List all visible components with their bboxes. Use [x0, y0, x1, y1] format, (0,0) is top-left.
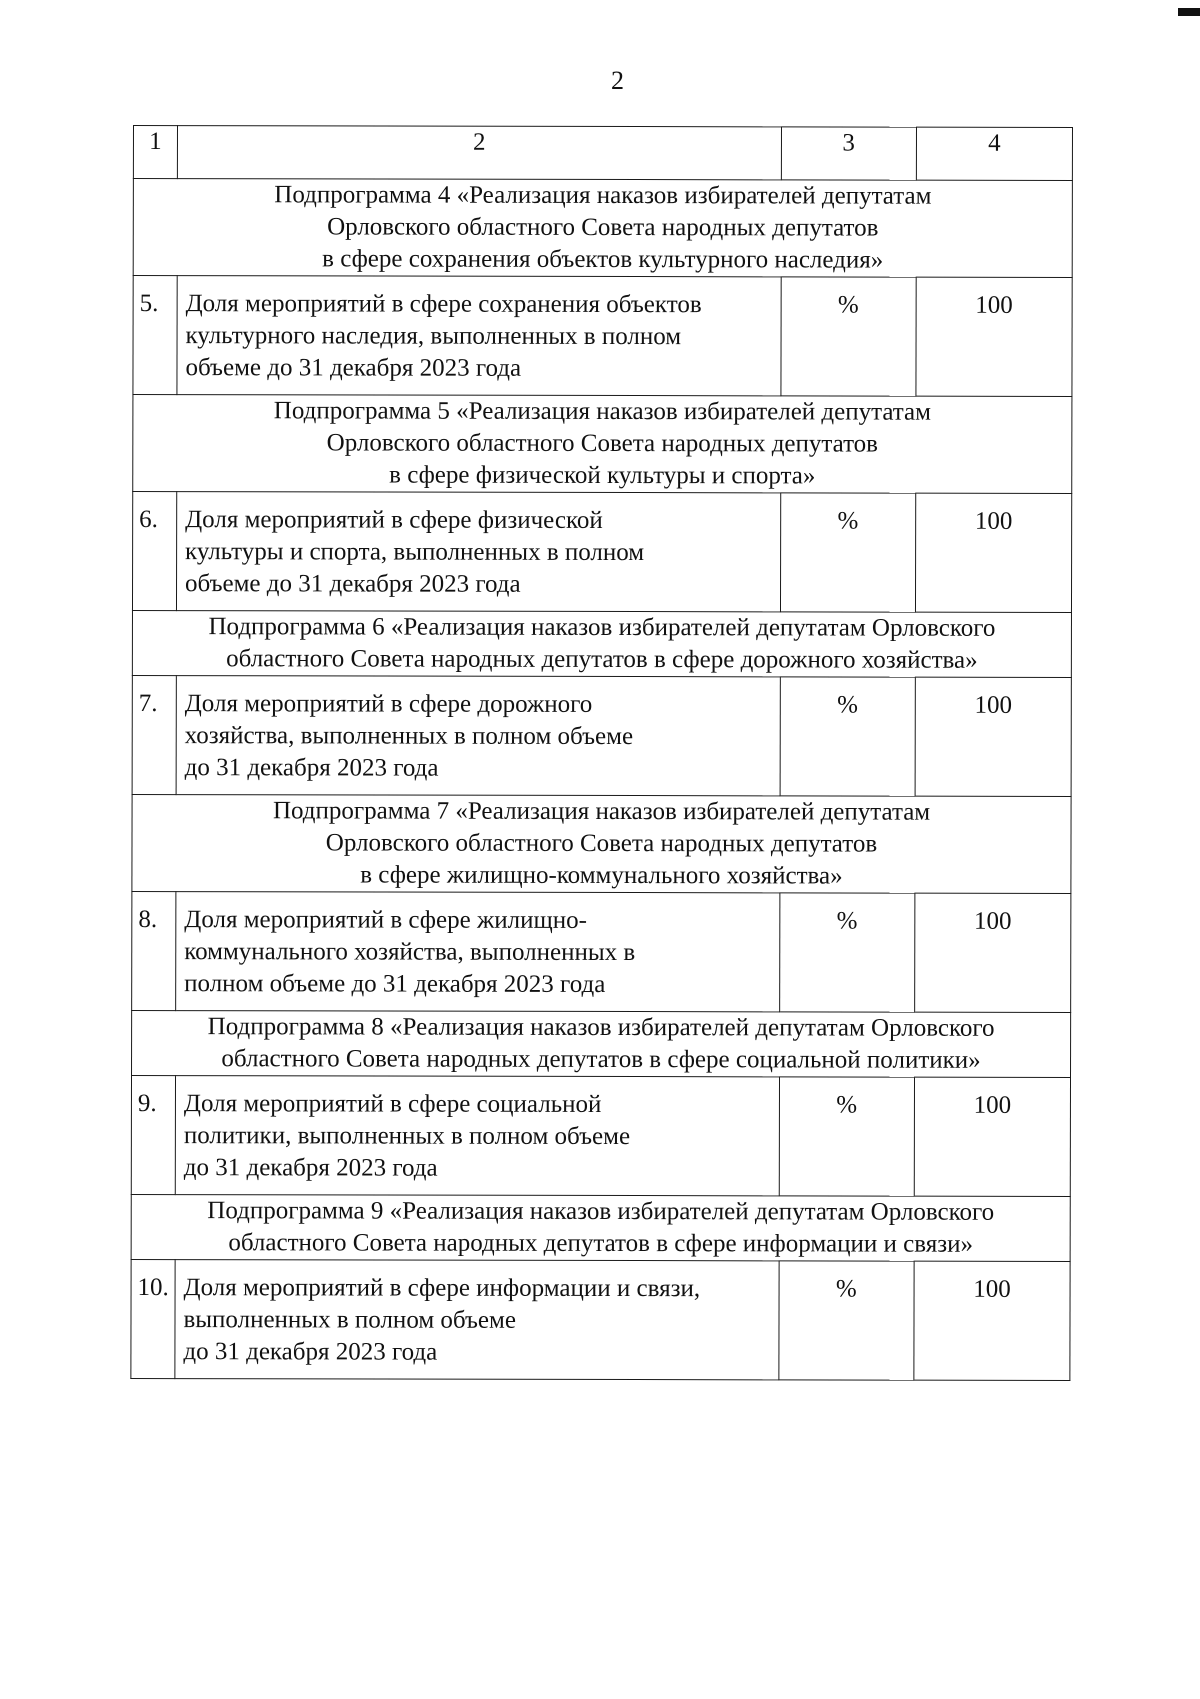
- indicators-table: [130, 125, 1073, 1381]
- subprogram-heading-line: в сфере физической культуры и спорта»: [389, 461, 816, 490]
- row-number: 5.: [133, 276, 177, 395]
- indicator-description: [176, 892, 780, 1012]
- page-number: 2: [611, 66, 624, 95]
- subprogram-heading-line: Подпрограмма 5 «Реализация наказов избирателей депутатам: [273, 397, 932, 426]
- row-number: 8.: [132, 891, 176, 1010]
- subprogram-heading-line: в сфере жилищно-коммунального хозяйства»: [360, 861, 843, 890]
- indicator-description-line: выполненных в полном объеме: [183, 1306, 516, 1334]
- target-value: 100: [915, 677, 1071, 796]
- subprogram-heading-row: [132, 611, 1071, 678]
- indicator-description: [175, 1260, 779, 1380]
- table-row: [131, 1259, 1070, 1380]
- indicator-description-line: культуры и спорта, выполненных в полном: [185, 538, 645, 567]
- unit-of-measure: %: [779, 893, 915, 1012]
- subprogram-heading: [132, 1010, 1071, 1077]
- table-body: [131, 126, 1073, 1381]
- header-cell-1: 1: [133, 126, 177, 179]
- unit-of-measure: %: [780, 493, 916, 612]
- indicator-description-line: объеме до 31 декабря 2023 года: [185, 354, 522, 382]
- target-value: 100: [915, 493, 1071, 612]
- indicator-description-line: Доля мероприятий в сфере жилищно-: [184, 906, 587, 934]
- indicator-description-line: культурного наследия, выполненных в полном: [185, 322, 682, 351]
- indicator-description-line: Доля мероприятий в сфере физической: [185, 506, 603, 534]
- subprogram-heading-line: Подпрограмма 8 «Реализация наказов избирателей депутатам Орловского: [207, 1013, 995, 1042]
- table-row: [132, 891, 1071, 1012]
- subprogram-heading-line: Орловского областного Совета народных депутатов: [327, 213, 879, 242]
- target-value: 100: [915, 893, 1071, 1012]
- subprogram-heading-line: областного Совета народных депутатов в сфере информации и связи»: [228, 1229, 974, 1258]
- unit-of-measure: %: [779, 1077, 915, 1196]
- target-value: 100: [914, 1261, 1070, 1380]
- indicator-description: [176, 676, 780, 796]
- row-number: 6.: [132, 492, 176, 611]
- indicator-description-line: до 31 декабря 2023 года: [183, 1154, 438, 1182]
- indicator-description-line: хозяйства, выполненных в полном объеме: [184, 722, 634, 751]
- subprogram-heading: [133, 179, 1072, 278]
- table-row: [133, 276, 1072, 397]
- subprogram-heading: [131, 1194, 1070, 1261]
- row-number: 9.: [131, 1075, 175, 1194]
- header-cell-2: 2: [177, 126, 781, 180]
- subprogram-heading-line: Подпрограмма 9 «Реализация наказов избирателей депутатам Орловского: [207, 1197, 995, 1226]
- indicator-description: [177, 276, 781, 396]
- indicator-description-line: Доля мероприятий в сфере социальной: [183, 1090, 602, 1118]
- target-value: 100: [916, 277, 1072, 396]
- subprogram-heading-row: [133, 395, 1072, 494]
- indicator-description-line: политики, выполненных в полном объеме: [183, 1122, 631, 1151]
- table-row: [132, 492, 1071, 613]
- subprogram-heading: [133, 395, 1072, 494]
- unit-of-measure: %: [778, 1261, 914, 1380]
- unit-of-measure: %: [781, 277, 917, 396]
- unit-of-measure: %: [780, 677, 916, 796]
- subprogram-heading-row: [132, 1010, 1071, 1077]
- indicator-description: [176, 492, 780, 612]
- header-cell-4: 4: [916, 127, 1072, 180]
- indicator-description-line: до 31 декабря 2023 года: [184, 754, 439, 782]
- row-number: 10.: [131, 1259, 175, 1378]
- target-value: 100: [914, 1077, 1070, 1196]
- header-cell-3: 3: [781, 127, 916, 180]
- subprogram-heading: [132, 794, 1071, 893]
- table-header-row: [133, 126, 1072, 181]
- subprogram-heading-line: Орловского областного Совета народных депутатов: [325, 829, 878, 858]
- row-number: 7.: [132, 675, 176, 794]
- subprogram-heading-row: [131, 1194, 1070, 1261]
- subprogram-heading-line: Подпрограмма 7 «Реализация наказов избирателей депутатам: [272, 797, 931, 826]
- subprogram-heading-line: областного Совета народных депутатов в сфере дорожного хозяйства»: [226, 645, 978, 674]
- table-row: [131, 1075, 1070, 1196]
- table-row: [132, 675, 1071, 796]
- subprogram-heading-row: [132, 794, 1071, 893]
- indicator-description-line: Доля мероприятий в сфере дорожного: [184, 690, 593, 718]
- indicator-description-line: Доля мероприятий в сфере информации и связи,: [183, 1274, 701, 1303]
- subprogram-heading-line: в сфере сохранения объектов культурного наследия»: [322, 245, 884, 274]
- indicator-description-line: объеме до 31 декабря 2023 года: [184, 570, 521, 598]
- subprogram-heading-line: Подпрограмма 6 «Реализация наказов избирателей депутатам Орловского: [208, 613, 996, 642]
- indicator-description-line: до 31 декабря 2023 года: [183, 1338, 438, 1366]
- subprogram-heading-line: областного Совета народных депутатов в сфере социальной политики»: [221, 1045, 981, 1074]
- subprogram-heading: [132, 611, 1071, 678]
- indicator-description-line: полном объеме до 31 декабря 2023 года: [184, 970, 606, 998]
- indicator-description-line: Доля мероприятий в сфере сохранения объектов: [185, 290, 702, 319]
- indicator-description: [175, 1076, 779, 1196]
- subprogram-heading-line: Подпрограмма 4 «Реализация наказов избирателей депутатам: [274, 181, 932, 210]
- scan-corner-mark: [1178, 8, 1200, 16]
- subprogram-heading-row: [133, 179, 1072, 278]
- indicator-description-line: коммунального хозяйства, выполненных в: [184, 938, 636, 967]
- subprogram-heading-line: Орловского областного Совета народных депутатов: [326, 429, 879, 458]
